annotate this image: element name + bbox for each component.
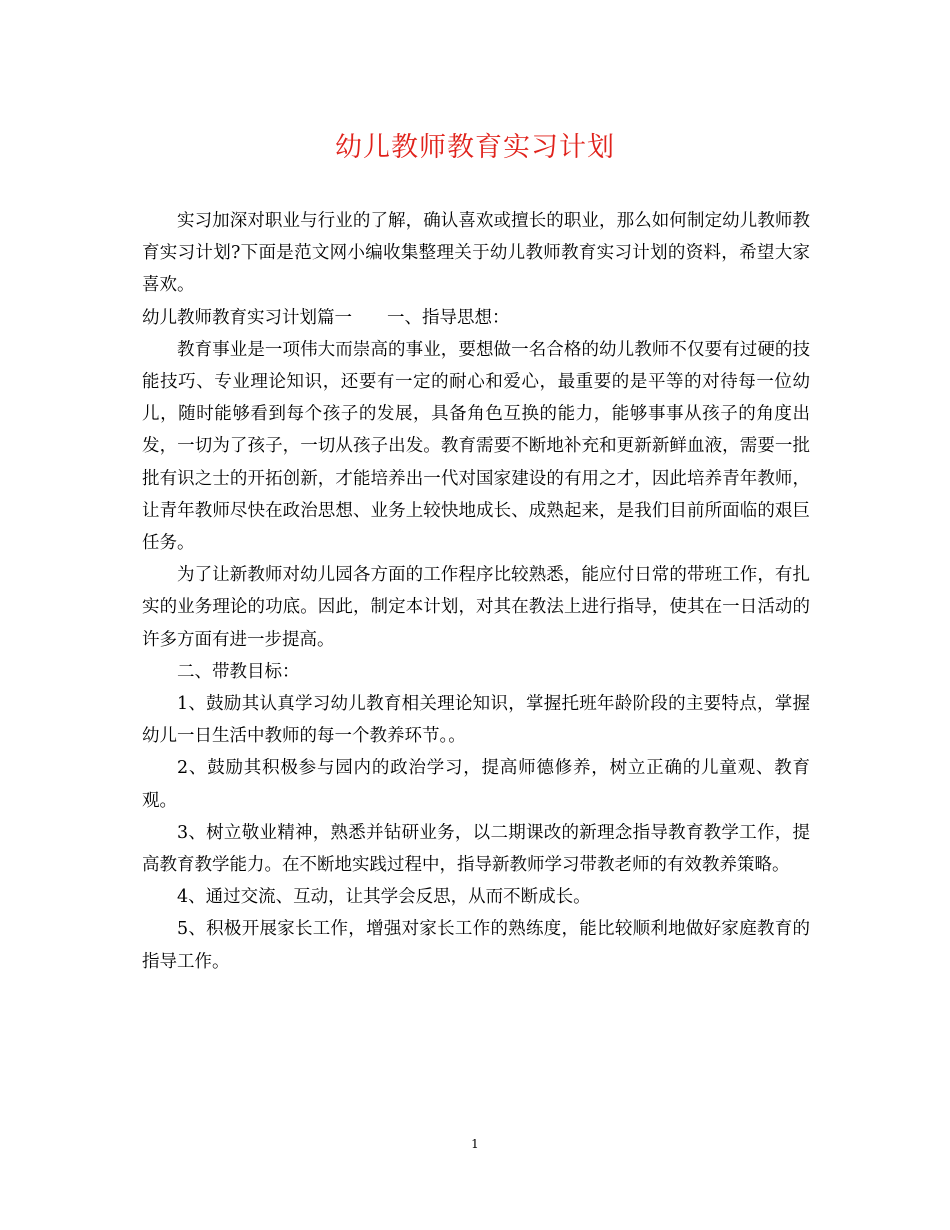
section-heading: 幼儿教师教育实习计划篇一 一、指导思想： xyxy=(142,307,510,328)
intro-paragraph: 实习加深对职业与行业的了解，确认喜欢或擅长的职业，那么如何制定幼儿教师教育实习计划?下面是范文网小编收集整理关于幼儿教师教育实习计划的资料，希望大家喜欢。 xyxy=(142,211,810,296)
list-item: 2、鼓励其积极参与园内的政治学习，提高师德修养，树立正确的儿童观、教育观。 xyxy=(142,758,810,811)
body-paragraph: 为了让新教师对幼儿园各方面的工作程序比较熟悉，能应付日常的带班工作，有扎实的业务理论的功底。因此，制定本计划，对其在教法上进行指导，使其在一日活动的许多方面有进一步提高。 xyxy=(142,565,810,650)
list-item: 3、树立敬业精神，熟悉并钻研业务，以二期课改的新理念指导教育教学工作，提高教育教学能力。在不断地实践过程中，指导新教师学习带教老师的有效教养策略。 xyxy=(142,822,810,876)
page-number: 1 xyxy=(471,1137,479,1151)
list-item: 4、通过交流、互动，让其学会反思，从而不断成长。 xyxy=(177,887,591,908)
document-body xyxy=(142,205,810,978)
subsection-heading: 二、带教目标： xyxy=(177,661,300,682)
list-item: 5、积极开展家长工作，增强对家长工作的熟练度，能比较顺利地做好家庭教育的指导工作。 xyxy=(142,919,810,972)
document-title: 幼儿教师教育实习计划 xyxy=(335,132,615,163)
body-paragraph: 教育事业是一项伟大而崇高的事业，要想做一名合格的幼儿教师不仅要有过硬的技能技巧、专业理论知识，还要有一定的耐心和爱心，最重要的是平等的对待每一位幼儿，随时能够看到每个孩子的发展，具备角色互换的能力，能够事事从孩子的角度出发，一切为了孩子，一切从孩子出发。教育需要不断地补充和更新新鲜血液，需要一批批有识之士的开拓创新，才能培养出一代对国家建设的有用之才，因此培养青年教师，让青年教师尽快在政治思想、业务上较快地成长、成熟起来，是我们目前所面临的艰巨任务。 xyxy=(142,339,810,554)
list-item: 1、鼓励其认真学习幼儿教育相关理论知识，掌握托班年龄阶段的主要特点，掌握幼儿一日生活中教师的每一个教养环节。。 xyxy=(142,694,810,747)
